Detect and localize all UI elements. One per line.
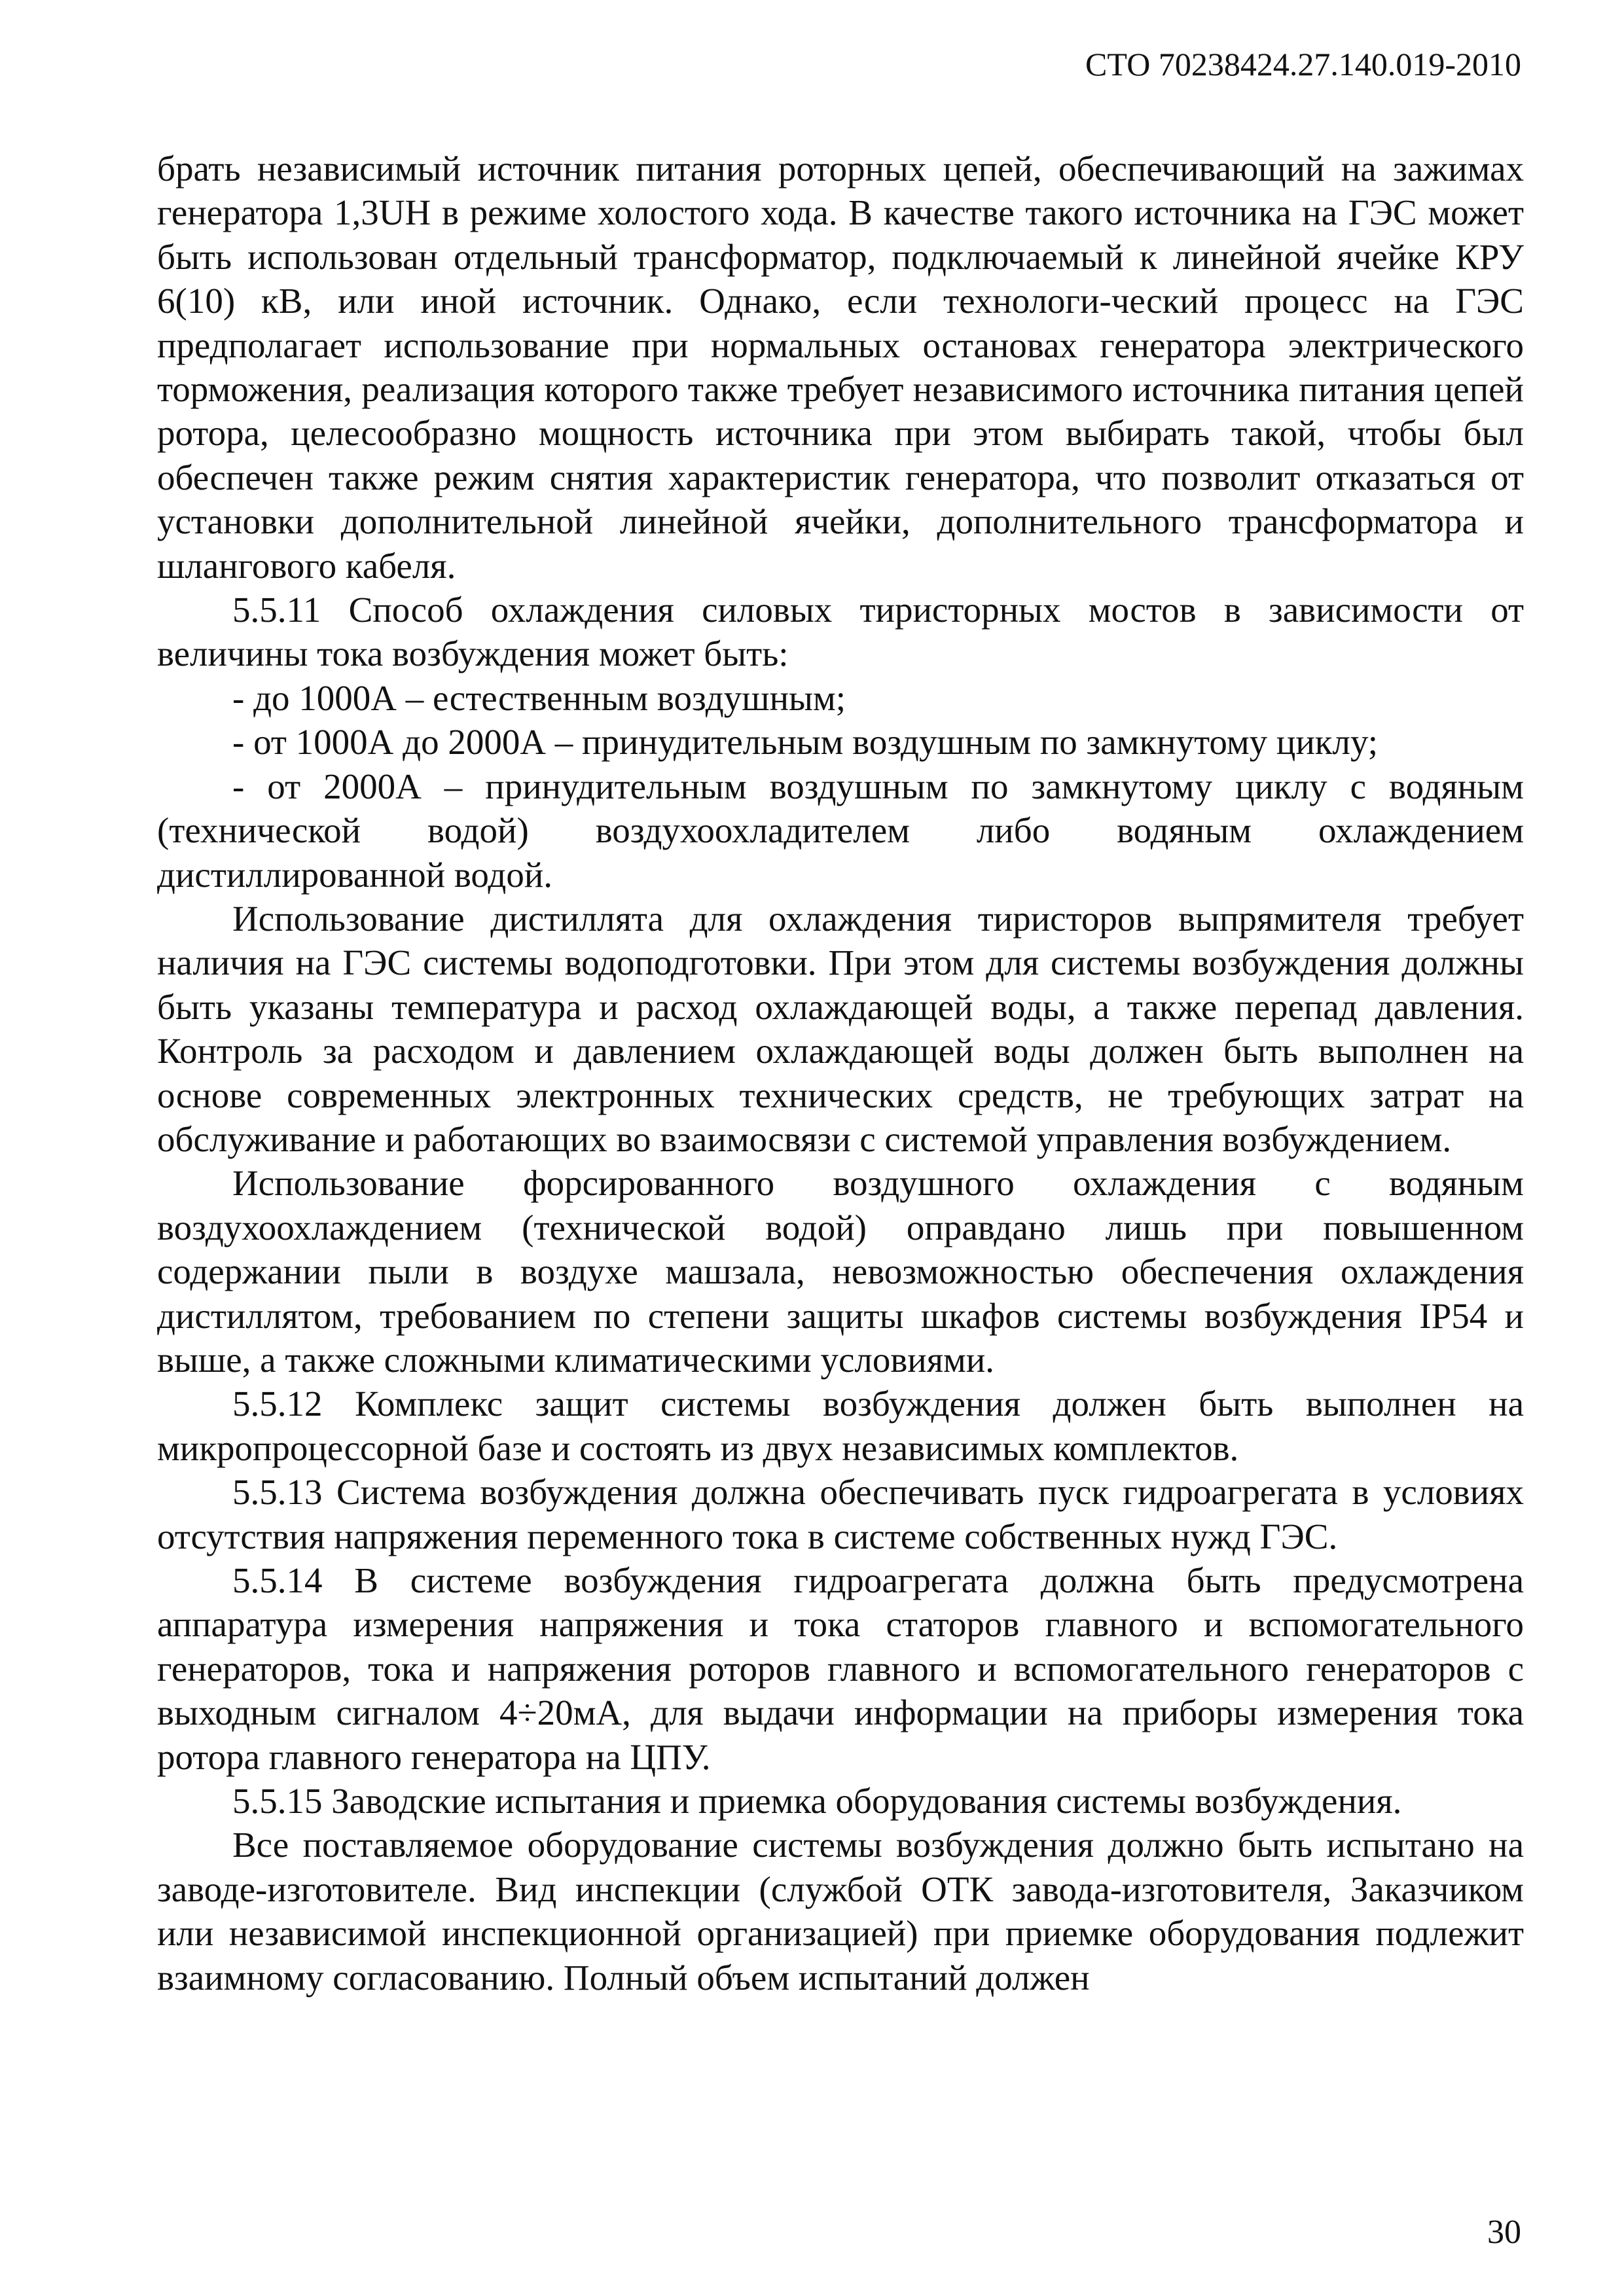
paragraph-5-5-12: 5.5.12 Комплекс защит системы возбуждения должен быть выполнен на микропроцессорной базе и состоять из двух независимых комплектов.	[157, 1384, 1524, 1468]
document-code-header: СТО 70238424.27.140.019-2010	[1085, 46, 1521, 82]
paragraph-distillate-usage: Использование дистиллята для охлаждения тиристоров выпрямителя требует наличия на ГЭС системы водоподготовки. При этом для системы возбуждения должны быть указаны температура и расход охлаждающей воды, а также перепад давления. Контроль за расходом и давлением охлаждающей воды должен быть выполнен на основе современных электронных технических средств, не требующих затрат на обслуживание и работающих во взаимосвязи с системой управления возбуждением.	[157, 898, 1524, 1159]
page-body	[157, 147, 1524, 2000]
paragraph-continuation: брать независимый источник питания роторных цепей, обеспечивающий на зажимах генератора 1,3UН в режиме холостого хода. В качестве такого источника на ГЭС может быть использован отдельный трансформатор, подключаемый к линейной ячейке КРУ 6(10) кВ, или иной источник. Однако, если технологи-ческий процесс на ГЭС предполагает использование при нормальных остановах генератора электрического торможения, реализация которого также требует независимого источника питания цепей ротора, целесообразно мощность источника при этом выбирать такой, чтобы был обеспечен также режим снятия характеристик генератора, что позволит отказаться от установки дополнительной линейной ячейки, дополнительного трансформатора и шлангового кабеля.	[157, 149, 1524, 586]
page-number: 30	[1487, 2214, 1521, 2251]
paragraph-factory-testing: Все поставляемое оборудование системы возбуждения должно быть испытано на заводе-изготовителе. Вид инспекции (службой ОТК завода-изготовителя, Заказчиком или независимой инспекционной организацией) при приемке оборудования подлежит взаимному согласованию. Полный объем испытаний должен	[157, 1825, 1524, 1998]
paragraph-forced-air-usage: Использование форсированного воздушного охлаждения с водяным воздухоохлаждением (технической водой) оправдано лишь при повышенном содержании пыли в воздухе машзала, невозможностью обеспечения охлаждения дистиллятом, требованием по степени защиты шкафов системы возбуждения IP54 и выше, а также сложными климатическими условиями.	[157, 1163, 1524, 1380]
paragraph-5-5-13: 5.5.13 Система возбуждения должна обеспечивать пуск гидроагрегата в условиях отсутствия напряжения переменного тока в системе собственных нужд ГЭС.	[157, 1472, 1524, 1556]
list-item-cooling-water: - от 2000А – принудительным воздушным по замкнутому циклу с водяным (технической водой) воздухоохладителем либо водяным охлаждением дистиллированной водой.	[157, 766, 1524, 895]
paragraph-5-5-14: 5.5.14 В системе возбуждения гидроагрегата должна быть предусмотрена аппаратура измерения напряжения и тока статоров главного и вспомогательного генераторов, тока и напряжения роторов главного и вспомогательного генераторов с выходным сигналом 4÷20мА, для выдачи информации на приборы измерения тока ротора главного генератора на ЦПУ.	[157, 1560, 1524, 1777]
list-item-cooling-natural: - до 1000А – естественным воздушным;	[232, 677, 846, 718]
list-item-cooling-forced-air: - от 1000А до 2000А – принудительным воздушным по замкнутому циклу;	[232, 722, 1379, 762]
paragraph-5-5-15: 5.5.15 Заводские испытания и приемка оборудования системы возбуждения.	[232, 1781, 1402, 1821]
paragraph-5-5-11: 5.5.11 Способ охлаждения силовых тиристорных мостов в зависимости от величины тока возбуждения может быть:	[157, 590, 1524, 674]
